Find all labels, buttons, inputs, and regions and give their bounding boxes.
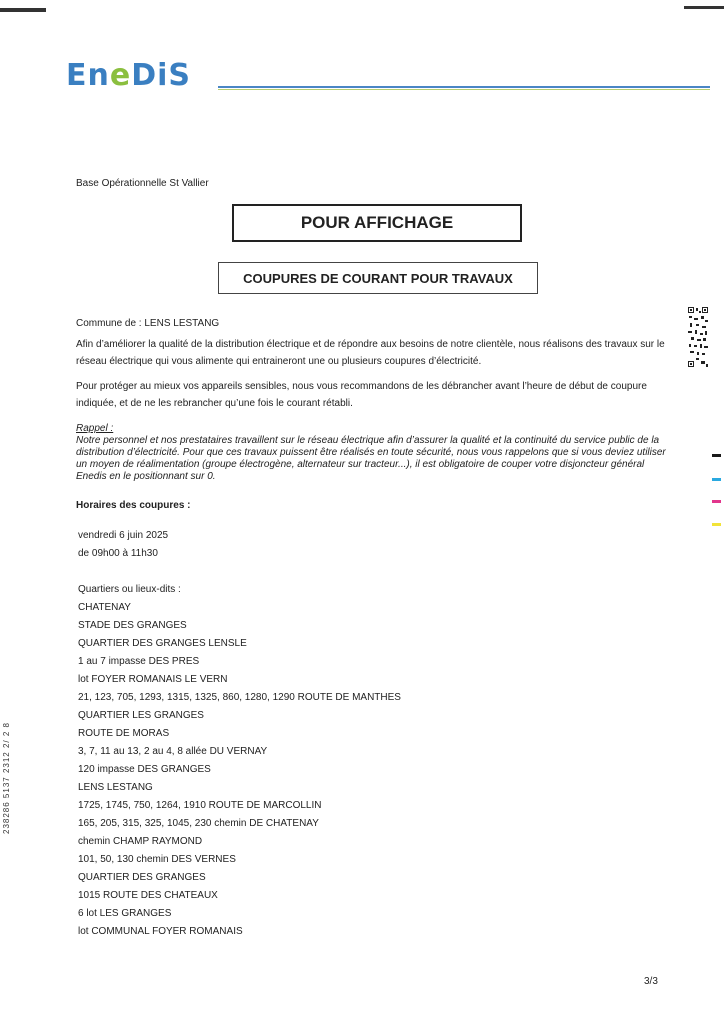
page-number: 3/3 [644,976,658,987]
intro-paragraph: Afin d’améliorer la qualité de la distribution électrique et de répondre aux besoins de notre clientèle, nous réalisons des travaux sur le réseau électrique qui vous alimente qui entraineront une ou plusieurs coupures d’électricité. [76,339,665,367]
header-rule [218,86,710,88]
list-item: CHATENAY [78,602,131,613]
list-item: 3, 7, 11 au 13, 2 au 4, 8 allée DU VERNAY [78,746,268,757]
list-item: QUARTIER LES GRANGES [78,710,204,721]
base-operationnelle: Base Opérationnelle St Vallier [76,178,209,189]
list-item: ROUTE DE MORAS [78,728,170,739]
list-item: lot FOYER ROMANAIS LE VERN [78,674,228,685]
page-title: POUR AFFICHAGE [232,204,522,242]
scan-mark [0,8,46,12]
list-item: 21, 123, 705, 1293, 1315, 1325, 860, 1280, 1290 ROUTE DE MANTHES [78,692,401,703]
commune-line: Commune de : LENS LESTANG [76,318,220,329]
list-item: LENS LESTANG [78,782,153,793]
list-item: 6 lot LES GRANGES [78,908,172,919]
list-item: 101, 50, 130 chemin DES VERNES [78,854,236,865]
enedis-logo: EneDiS [66,58,192,93]
cmyk-mark-magenta [712,500,721,503]
scan-mark [684,6,724,9]
page-subtitle: COUPURES DE COURANT POUR TRAVAUX [218,262,538,294]
cmyk-mark-yellow [712,523,721,526]
list-item: chemin CHAMP RAYMOND [78,836,203,847]
quartiers-heading: Quartiers ou lieux-dits : [78,584,181,595]
rappel-block [76,423,676,483]
header-rule [218,89,710,90]
side-code: 238286 5137 2312 2/ 2 8 [2,722,11,834]
rappel-text: Notre personnel et nos prestataires travaillent sur le réseau électrique afin d’assurer la qualité et la continuité du service public de la distribution d’électricité. Pour que ces travaux puissent être réalisés en toute sécurité, nous vous rappelons que si vous deviez utiliser un moyen de réalimentation (groupe électrogène, alternateur sur tracteur...), il est obligatoire de couper votre disjoncteur général Enedis en le positionnant sur 0. [76,435,666,482]
list-item: 120 impasse DES GRANGES [78,764,211,775]
list-item: QUARTIER DES GRANGES [78,872,206,883]
rappel-heading: Rappel : [76,423,114,434]
list-item: 165, 205, 315, 325, 1045, 230 chemin DE CHATENAY [78,818,319,829]
outage-time: de 09h00 à 11h30 [78,548,158,559]
cmyk-mark-cyan [712,478,721,481]
outage-date: vendredi 6 juin 2025 [78,530,169,541]
cmyk-mark-black [712,454,721,457]
list-item: 1725, 1745, 750, 1264, 1910 ROUTE DE MARCOLLIN [78,800,322,811]
list-item: QUARTIER DES GRANGES LENSLE [78,638,247,649]
list-item: lot COMMUNAL FOYER ROMANAIS [78,926,243,937]
list-item: 1015 ROUTE DES CHATEAUX [78,890,218,901]
list-item: 1 au 7 impasse DES PRES [78,656,200,667]
list-item: STADE DES GRANGES [78,620,187,631]
horaires-heading: Horaires des coupures : [76,500,191,511]
advice-paragraph: Pour protéger au mieux vos appareils sensibles, nous vous recommandons de les débrancher avant l’heure de début de coupure indiquée, et de ne les rebrancher qu’une fois le courant rétabli. [76,381,647,409]
qr-code [687,306,709,368]
